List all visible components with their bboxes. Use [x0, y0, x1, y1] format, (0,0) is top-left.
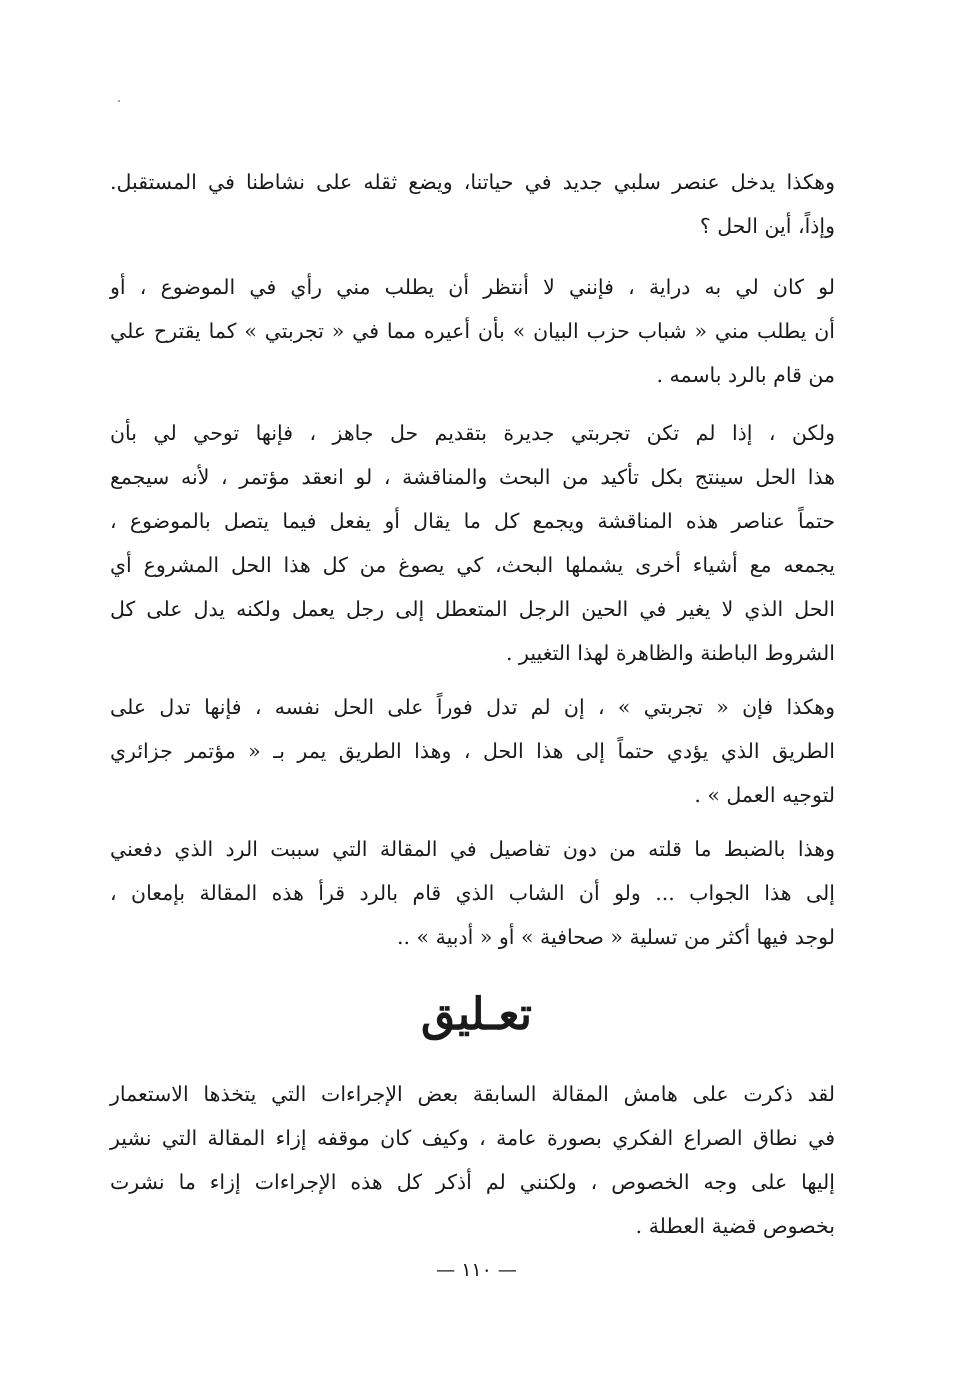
- paragraph-line: في نطاق الصراع الفكري بصورة عامة ، وكيف كان موقفه إزاء المقالة التي نشير: [110, 1126, 835, 1150]
- paragraph-line: حتماً عناصر هذه المناقشة ويجمع كل ما يقال أو يفعل فيما يتصل بالموضوع ،: [110, 509, 835, 533]
- page-speck: [118, 100, 120, 102]
- paragraph-line: أن يطلب مني « شباب حزب البيان » بأن أعيره مما في « تجربتي » كما يقترح علي: [110, 319, 835, 343]
- paragraph-line: لوجد فيها أكثر من تسلية « صحافية » أو « أدبية » ..: [396, 925, 835, 949]
- paragraph-5: [110, 827, 835, 959]
- paragraph-line: لتوجيه العمل » .: [694, 783, 835, 807]
- paragraph-3: [110, 411, 835, 675]
- paragraph-line: بخصوص قضية العطلة .: [635, 1214, 835, 1238]
- paragraph-1: [110, 160, 835, 248]
- paragraph-line: لو كان لي به دراية ، فإنني لا أنتظر أن يطلب مني رأي في الموضوع ، أو: [110, 275, 835, 299]
- paragraph-line: وهكذا فإن « تجربتي » ، إن لم تدل فوراً على الحل نفسه ، فإنها تدل على: [110, 695, 835, 719]
- paragraph-line: وهكذا يدخل عنصر سلبي جديد في حياتنا، ويضع ثقله على نشاطنا في المستقبل.: [110, 170, 835, 194]
- paragraph-line: إليها على وجه الخصوص ، ولكنني لم أذكر كل هذه الإجراءات إزاء ما نشرت: [110, 1170, 835, 1194]
- paragraph-6: [110, 1072, 835, 1248]
- section-heading: تعـليق: [421, 989, 532, 1040]
- page-number: — ١١٠ —: [436, 1259, 517, 1281]
- paragraph-line: وإذاً، أين الحل ؟: [699, 214, 835, 238]
- paragraph-line: وهذا بالضبط ما قلته من دون تفاصيل في المقالة التي سببت الرد الذي دفعني: [110, 837, 835, 861]
- paragraph-line: الحل الذي لا يغير في الحين الرجل المتعطل إلى رجل يعمل ولكنه يدل على كل: [110, 597, 835, 621]
- paragraph-2: [110, 265, 835, 397]
- paragraph-line: لقد ذكرت على هامش المقالة السابقة بعض الإجراءات التي يتخذها الاستعمار: [110, 1082, 835, 1106]
- paragraph-line: الطريق الذي يؤدي حتماً إلى هذا الحل ، وهذا الطريق يمر بـ « مؤتمر جزائري: [110, 739, 835, 763]
- paragraph-line: إلى هذا الجواب ... ولو أن الشاب الذي قام بالرد قرأ هذه المقالة بإمعان ،: [110, 881, 835, 905]
- paragraph-line: من قام بالرد باسمه .: [656, 363, 835, 387]
- paragraph-line: ولكن ، إذا لم تكن تجربتي جديرة بتقديم حل جاهز ، فإنها توحي لي بأن: [110, 421, 835, 445]
- paragraph-line: يجمعه مع أشياء أخرى يشملها البحث، كي يصوغ من كل هذا الحل المشروع أي: [110, 553, 835, 577]
- paragraph-line: هذا الحل سينتج بكل تأكيد من البحث والمناقشة ، لو انعقد مؤتمر ، لأنه سيجمع: [110, 465, 835, 489]
- paragraph-4: [110, 685, 835, 817]
- paragraph-line: الشروط الباطنة والظاهرة لهذا التغيير .: [506, 641, 835, 665]
